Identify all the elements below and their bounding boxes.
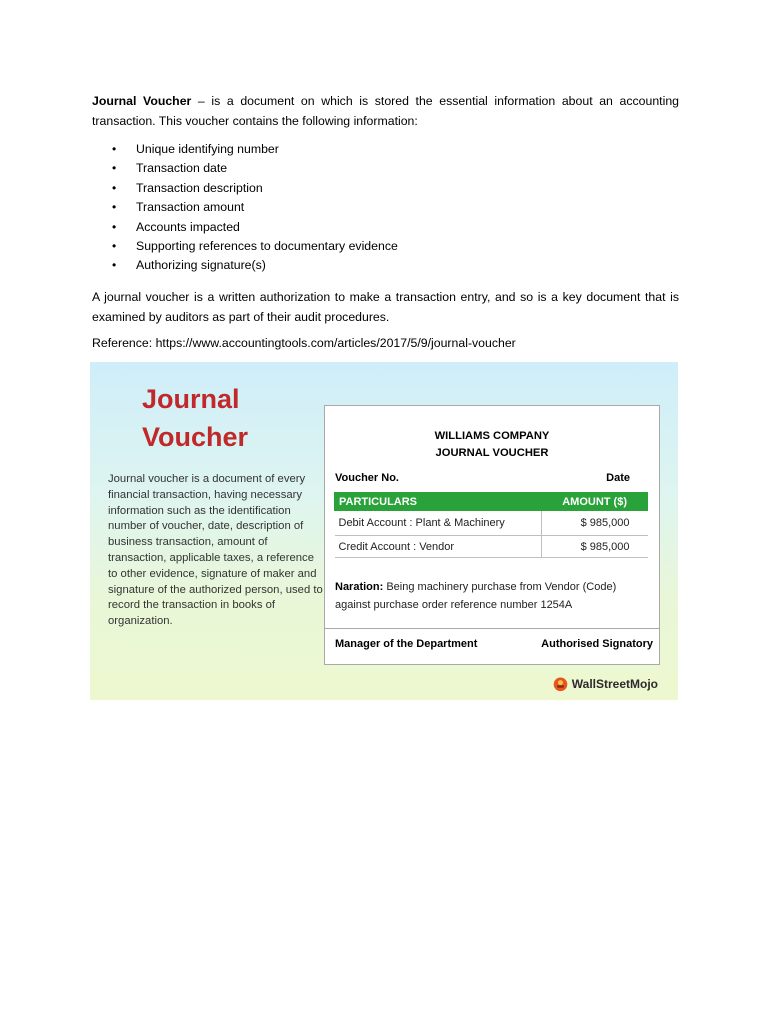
col-amount: AMOUNT ($) [541, 493, 647, 511]
table-row [335, 511, 648, 536]
narration-label: Naration: [335, 581, 384, 593]
brand-watermark [552, 675, 658, 692]
brand-name: WallStreetMojo [571, 676, 658, 691]
list-item: • Transaction description [92, 179, 398, 198]
narration-text: Being machinery purchase from Vendor (Code) against purchase order reference number 1254A [335, 581, 617, 611]
voucher-sample [324, 405, 660, 665]
info-list [92, 140, 398, 276]
intro-term: Journal Voucher [92, 94, 192, 108]
reference-line: Reference: https://www.accountingtools.com/articles/2017/5/9/journal-voucher [92, 336, 516, 350]
list-item: • Supporting references to documentary evidence [92, 237, 398, 256]
company-name: WILLIAMS COMPANY [434, 430, 550, 442]
list-item: • Transaction date [92, 159, 398, 178]
voucher-heading [325, 428, 659, 462]
infographic-title: Journal Voucher [142, 384, 249, 452]
voucher-doc-title: JOURNAL VOUCHER [435, 447, 549, 459]
bullet-icon: • [112, 258, 117, 273]
narration [335, 578, 645, 614]
bullet-icon: • [112, 239, 117, 254]
amount-cell: $ 985,000 [541, 511, 647, 536]
particular-cell: Credit Account : Vendor [335, 536, 542, 558]
wallstreetmojo-logo-icon [552, 675, 569, 692]
intro-definition: – is a document on which is stored the essential information about an accounting transaction. This voucher contains the following information: [92, 94, 679, 128]
infographic-description: Journal voucher is a document of every financial transaction, having necessary information such as the identification number of voucher, date, description of business transaction, amount of transaction, applicable taxes, a reference to other evidence, signature of maker and signature of the authorized person, used to record the transaction in books of organization. [108, 473, 323, 628]
list-item: • Unique identifying number [92, 140, 398, 159]
table-header-row [335, 493, 648, 511]
bullet-icon: • [112, 142, 117, 156]
manager-label: Manager of the Department [335, 638, 478, 650]
table-row [335, 536, 648, 558]
amount-cell: $ 985,000 [541, 536, 647, 558]
voucher-table [334, 492, 648, 558]
intro-paragraph [92, 92, 679, 131]
divider [325, 628, 659, 629]
particular-cell: Debit Account : Plant & Machinery [335, 511, 542, 536]
voucher-number-label: Voucher No. [335, 472, 399, 484]
list-item: • Authorizing signature(s) [92, 256, 398, 275]
col-particulars: PARTICULARS [335, 493, 542, 511]
journal-voucher-infographic [90, 362, 678, 700]
bullet-icon: • [112, 219, 117, 234]
bullet-icon: • [112, 180, 117, 195]
signatory-label: Authorised Signatory [541, 638, 653, 650]
bullet-icon: • [112, 161, 117, 176]
list-item: • Transaction amount [92, 198, 398, 217]
bullet-icon: • [112, 200, 117, 215]
list-item: • Accounts impacted [92, 218, 398, 237]
summary-paragraph: A journal voucher is a written authorization to make a transaction entry, and so is a key document that is examined by auditors as part of their audit procedures. [92, 290, 679, 324]
date-label: Date [606, 472, 630, 484]
